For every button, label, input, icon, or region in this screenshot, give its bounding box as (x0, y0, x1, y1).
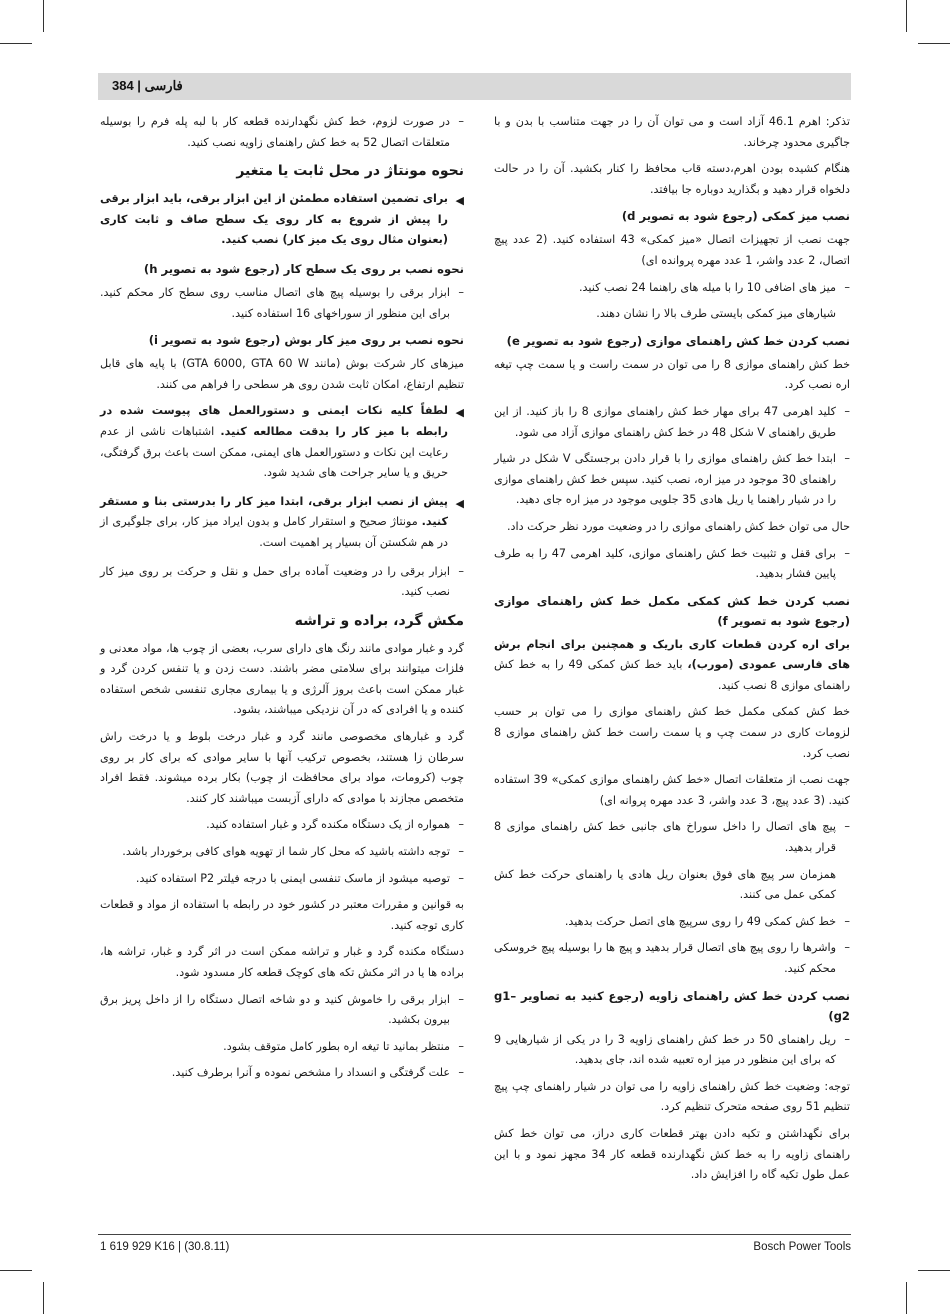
list-item: – ریل راهنمای 50 در خط کش راهنمای زاویه 3 را در یکی از شیارهایی 9 که برای این منظور در میز اره تعبیه شده اند، جای بدهید. (494, 1030, 850, 1071)
crop-mark (0, 1270, 32, 1271)
list-item: – ابتدا خط کش راهنمای موازی را با قرار دادن برجستگی V شکل در شیار راهنمای 30 موجود در میز اره، نصب کنید. سپس خط کش راهنمای موازی را در شیار راهنما یا ریل هادی 35 جلویی موجود در میز اره جای دهید. (494, 449, 850, 511)
paragraph: حال می توان خط کش راهنمای موازی را در وضعیت مورد نظر حرکت داد. (506, 519, 850, 533)
list-item: – منتظر بمانید تا تیغه اره بطور کامل متوقف بشود. (100, 1037, 464, 1058)
list-item-continuation: همزمان سر پیچ های فوق بعنوان ریل هادی یا راهنمای حرکت خط کش کمکی عمل می کنند. (494, 867, 836, 902)
section-title: نحوه مونتاژ در محل ثابت یا متغیر (236, 163, 464, 180)
list-item-continuation: شیارهای میز کمکی بایستی طرف بالا را نشان دهند. (596, 307, 836, 321)
paragraph: جهت نصب از متعلقات اتصال «خط کش راهنمای موازی کمکی» 39 استفاده کنید. (3 عدد پیچ، 3 عدد واشر، 3 عدد مهره پروانه ای) (494, 773, 851, 807)
paragraph: خط کش راهنمای موازی 8 را می توان در سمت راست و یا سمت چپ تیغه اره نصب کرد. (494, 357, 850, 392)
note-paragraph: توجه: وضعیت خط کش راهنمای زاویه را می توان در شیار راهنمای چپ پیچ تنظیم 51 روی صفحه متحرک تنظیم کرد. (494, 1079, 850, 1114)
list-item: – توصیه میشود از ماسک تنفسی ایمنی با درجه فیلتر P2 استفاده کنید. (100, 869, 464, 890)
left-column (100, 112, 464, 1090)
page-number-label: 384 | فارسی (112, 78, 183, 93)
list-item: – توجه داشته باشید که محل کار شما از تهویه هوای کافی برخوردار باشد. (100, 842, 464, 863)
warning-text-bold: لطفاً کلیه نکات ایمنی و دستورالعمل های پیوست شده در رابطه با میز کار را بدقت مطالعه کنید. (100, 404, 448, 438)
paragraph: خط کش کمکی مکمل خط کش راهنمای موازی را می توان بر حسب لزومات کاری در سمت چپ و یا سمت راست خط کش راهنمای موازی 8 نصب کرد. (494, 705, 850, 760)
warning-item (100, 189, 464, 251)
right-column (494, 112, 850, 1192)
paragraph: تذکر: اهرم 46.1 آزاد است و می توان آن را در جهت متناسب با بدن و با جاگیری محدود چرخاند. (494, 115, 850, 149)
paragraph-text: باید خط کش کمکی 49 را به خط کش راهنمای موازی 8 نصب کنید. (494, 658, 850, 692)
paragraph: هنگام کشیده بودن اهرم،دسته قاب محافظ را کنار بکشید. آن را در حالت دلخواه قرار دهید و بگذارید دوباره جا بیافتد. (494, 162, 850, 196)
crop-mark (0, 43, 32, 44)
list-item: – پیچ های اتصال را داخل سوراخ های جانبی خط کش راهنمای موازی 8 قرار بدهید. (494, 817, 850, 858)
warning-item (100, 492, 464, 554)
paragraph: گرد و غبارهای مخصوصی مانند گرد و غبار درخت بلوط و یا درخت راش سرطان زا هستند، بخصوص ترکیب آنها با سایر موادی که برای کار بر روی چوب (کرومات، مواد برای محافظت از چوب) بکار برده میشوند. فقط افراد متخصص مجازند با موادی که دارای آزبست میباشند کار کنند. (100, 730, 464, 805)
list-item: – علت گرفتگی و انسداد را مشخص نموده و آنرا برطرف کنید. (100, 1063, 464, 1084)
warning-text-bold: پیش از نصب ابزار برقی، ابتدا میز کار را بدرستی بنا و مستقر کنید. (100, 494, 448, 529)
list-item: – میز های اضافی 10 را با میله های راهنما 24 نصب کنید. (494, 278, 850, 299)
paragraph: دستگاه مکنده گرد و غبار و تراشه ممکن است در اثر گرد و غبار، تراشه ها، براده ها یا در اثر مکش تکه های کوچک قطعه کار مسدود شود. (100, 945, 464, 979)
warning-text: اشتباهات ناشی از عدم رعایت این نکات و دستورالعمل های ایمنی، ممکن است باعث برق گرفتگی، حریق و یا سایر جراحت های شدید شود. (100, 424, 448, 480)
list-item: – ابزار برقی را در وضعیت آماده برای حمل و نقل و حرکت بر روی میز کار نصب کنید. (100, 562, 464, 603)
warning-text: مونتاژ صحیح و استقرار کامل و بدون ایراد میز کار، برای جلوگیری از در هم شکستن آن بسیار پر اهمیت است. (100, 515, 448, 549)
section-heading: نصب کردن خط کش راهنمای زاویه (رجوع کنید به تصاویر g1–g2) (494, 988, 850, 1023)
crop-mark (906, 1282, 907, 1314)
crop-mark (43, 1282, 44, 1314)
warning-text: برای تضمین استفاده مطمئن از این ابزار برقی، باید ابزار برقی را پیش از شروع به کار روی یک سطح صاف و ثابت کاری (بعنوان مثال روی یک میز کار) نصب کنید. (100, 192, 448, 247)
section-heading: نصب میز کمکی (رجوع شود به تصویر d) (621, 209, 850, 224)
crop-mark (918, 1270, 950, 1271)
paragraph: گرد و غبار موادی مانند رنگ های دارای سرب، بعضی از چوب ها، مواد معدنی و فلزات میتوانند برای سلامتی مضر باشند. دست زدن و یا تنفس کردن گرد و غبار ممکن است باعث بروز آلرژی و یا بیماری مجاری تنفسی شخص استفاده کننده و یا افرادی که در آن نزدیکی میباشند، بشود. (100, 641, 464, 717)
crop-mark (918, 43, 950, 44)
list-item: – در صورت لزوم، خط کش نگهدارنده قطعه کار با لبه پله فرم را بوسیله متعلقات اتصال 52 به خط کش راهنمای زاویه نصب کنید. (100, 112, 464, 153)
list-item: – واشرها را روی پیچ های اتصال قرار بدهید و پیچ ها را بوسیله پیچ خروسکی محکم کنید. (494, 938, 850, 979)
page-header-bar (98, 73, 851, 100)
list-item: – برای قفل و تثبیت خط کش راهنمای موازی، کلید اهرمی 47 را به طرف پایین فشار بدهید. (494, 544, 850, 585)
list-item: – همواره از یک دستگاه مکنده گرد و غبار استفاده کنید. (100, 815, 464, 836)
section-heading: نحوه نصب بر روی یک سطح کار (رجوع شود به تصویر h) (143, 261, 464, 276)
footer-divider (98, 1234, 851, 1235)
list-item: – ابزار برقی را بوسیله پیچ های اتصال مناسب روی سطح کار محکم کنید. برای این منظور از سوراخهای 16 استفاده کنید. (100, 283, 464, 324)
paragraph: میزهای کار شرکت بوش (مانند GTA 6000, GTA 60 W) با پایه های قابل تنظیم ارتفاع، امکان ثابت شدن روی هر سطحی را فراهم می کنند. (100, 357, 465, 391)
warning-item (100, 401, 464, 483)
bold-text: برای اره کردن قطعات کاری باریک و همچنین برای انجام برش های فارسی عمودی (مورب)، (494, 637, 851, 672)
warning-triangle-icon: ◀ (455, 406, 464, 420)
list-item: – ابزار برقی را خاموش کنید و دو شاخه اتصال دستگاه را از داخل پریز برق بیرون بکشید. (100, 990, 464, 1031)
paragraph: جهت نصب از تجهیزات اتصال «میز کمکی» 43 استفاده کنید. (2 عدد پیچ اتصال، 2 عدد واشر، 1 عدد مهره پروانده ای) (494, 233, 851, 267)
crop-mark (906, 0, 907, 32)
document-code: 1 619 929 K16 | (30.8.11) (100, 1241, 230, 1253)
paragraph: به قوانین و مقررات معتبر در کشور خود در رابطه با استفاده از مواد و قطعات کاری توجه کنید. (100, 898, 464, 932)
list-item: – خط کش کمکی 49 را روی سرپیچ های اتصل حرکت بدهید. (494, 912, 850, 933)
warning-triangle-icon: ◀ (455, 194, 464, 208)
section-heading: نصب کردن خط کش کمکی مکمل خط کش راهنمای موازی (رجوع شود به تصویر f) (494, 593, 850, 628)
crop-mark (43, 0, 44, 32)
warning-triangle-icon: ◀ (455, 496, 464, 510)
paragraph: برای نگهداشتن و تکیه دادن بهتر قطعات کاری دراز، می توان خط کش راهنمای زاویه را به خط کش نگهدارنده قطعه کار 34 مجهز نمود و با این عمل طول تکیه گاه را افزایش داد. (494, 1126, 850, 1182)
section-heading: نحوه نصب بر روی میز کار بوش (رجوع شود به تصویر i) (148, 333, 464, 348)
list-item: – کلید اهرمی 47 برای مهار خط کش راهنمای موازی 8 را باز کنید. از این طریق راهنمای V شکل 48 در خط کش راهنمای موازی آزاد می شود. (494, 402, 850, 443)
section-title: مکش گرد، براده و تراشه (294, 612, 464, 629)
paragraph (494, 635, 850, 697)
brand-label: Bosch Power Tools (753, 1241, 851, 1253)
section-heading: نصب کردن خط کش راهنمای موازی (رجوع شود به تصویر e) (506, 333, 850, 348)
